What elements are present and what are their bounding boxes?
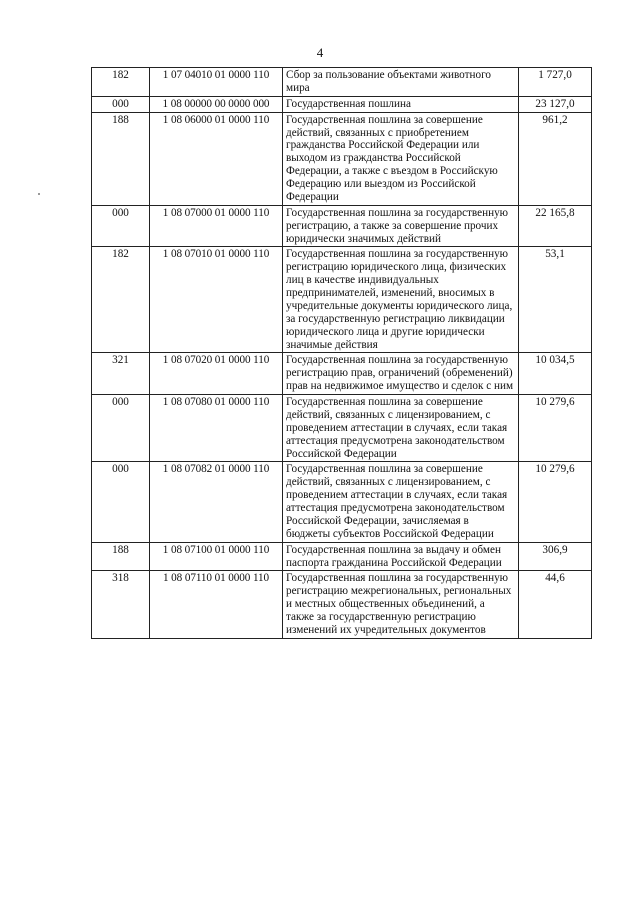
table-row	[92, 96, 592, 112]
revenue-name-cell: Государственная пошлина за государственную регистрацию межрегиональных, региональных и местных общественных объединений, а также за государственную регистрацию изменений их учредительных документов	[283, 571, 519, 638]
revenue-name-cell: Государственная пошлина за совершение действий, связанных с приобретением гражданства Российской Федерации или выходом из гражданства Российской Федерации, а также с въездом в Российскую Федерацию или выездом из Российской Федерации	[283, 112, 519, 205]
admin-code-cell: 188	[92, 112, 150, 205]
budget-code-cell: 1 08 07080 01 0000 110	[150, 395, 283, 462]
budget-code-cell: 1 08 07082 01 0000 110	[150, 462, 283, 542]
amount-cell: 10 279,6	[519, 462, 592, 542]
admin-code-cell: 000	[92, 205, 150, 247]
admin-code-cell: 000	[92, 462, 150, 542]
amount-cell: 53,1	[519, 247, 592, 353]
amount-cell: 306,9	[519, 542, 592, 571]
amount-cell: 44,6	[519, 571, 592, 638]
budget-code-cell: 1 08 07110 01 0000 110	[150, 571, 283, 638]
revenue-name-cell: Государственная пошлина за государственную регистрацию юридического лица, физических лиц в качестве индивидуальных предпринимателей, изменений, вносимых в учредительные документы юридического лица, за государственную регистрацию ликвидации юридического лица и другие юридически значимые действия	[283, 247, 519, 353]
revenue-name-cell: Государственная пошлина за выдачу и обмен паспорта гражданина Российской Федерации	[283, 542, 519, 571]
revenue-table	[91, 67, 592, 639]
amount-cell: 22 165,8	[519, 205, 592, 247]
revenue-name-cell: Сбор за пользование объектами животного мира	[283, 68, 519, 97]
revenue-name-cell: Государственная пошлина за совершение действий, связанных с лицензированием, с проведением аттестации в случаях, если такая аттестация предусмотрена законодательством Российской Федерации	[283, 395, 519, 462]
budget-code-cell: 1 08 07000 01 0000 110	[150, 205, 283, 247]
scan-speck	[38, 193, 40, 195]
amount-cell: 961,2	[519, 112, 592, 205]
admin-code-cell: 188	[92, 542, 150, 571]
table-row	[92, 353, 592, 395]
table-row	[92, 395, 592, 462]
admin-code-cell: 000	[92, 96, 150, 112]
admin-code-cell: 182	[92, 247, 150, 353]
budget-code-cell: 1 07 04010 01 0000 110	[150, 68, 283, 97]
amount-cell: 10 034,5	[519, 353, 592, 395]
table-row	[92, 112, 592, 205]
budget-code-cell: 1 08 07020 01 0000 110	[150, 353, 283, 395]
table-row	[92, 205, 592, 247]
admin-code-cell: 318	[92, 571, 150, 638]
table-row	[92, 247, 592, 353]
table-row	[92, 68, 592, 97]
amount-cell: 10 279,6	[519, 395, 592, 462]
page-number: 4	[316, 45, 324, 60]
admin-code-cell: 182	[92, 68, 150, 97]
table-row	[92, 462, 592, 542]
table-row	[92, 571, 592, 638]
revenue-name-cell: Государственная пошлина за совершение действий, связанных с лицензированием, с проведением аттестации в случаях, если такая аттестация предусмотрена законодательством Российской Федерации, зачисляемая в бюджеты субъектов Российской Федерации	[283, 462, 519, 542]
revenue-name-cell: Государственная пошлина за государственную регистрацию, а также за совершение прочих юридически значимых действий	[283, 205, 519, 247]
admin-code-cell: 000	[92, 395, 150, 462]
budget-code-cell: 1 08 00000 00 0000 000	[150, 96, 283, 112]
table-row	[92, 542, 592, 571]
budget-code-cell: 1 08 07100 01 0000 110	[150, 542, 283, 571]
budget-code-cell: 1 08 07010 01 0000 110	[150, 247, 283, 353]
revenue-name-cell: Государственная пошлина за государственную регистрацию прав, ограничений (обременений) прав на недвижимое имущество и сделок с ним	[283, 353, 519, 395]
admin-code-cell: 321	[92, 353, 150, 395]
amount-cell: 23 127,0	[519, 96, 592, 112]
revenue-name-cell: Государственная пошлина	[283, 96, 519, 112]
budget-code-cell: 1 08 06000 01 0000 110	[150, 112, 283, 205]
amount-cell: 1 727,0	[519, 68, 592, 97]
